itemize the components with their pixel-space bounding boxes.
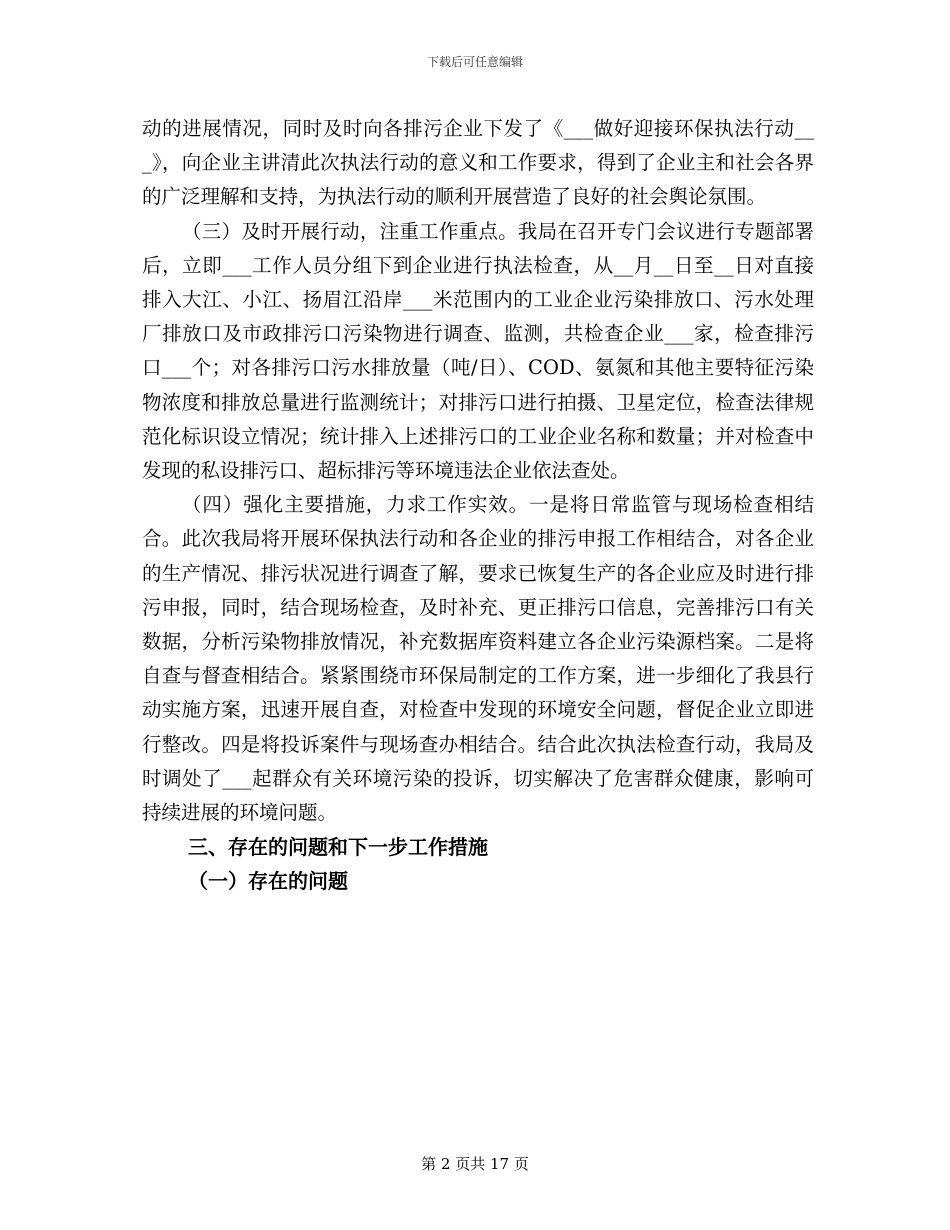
paragraph-section-3: （三）及时开展行动，注重工作重点。我局在召开专门会议进行专题部署后，立即___工作人员分组下到企业进行执法检查，从__月__日至__日对直接排入大江、小江、扬眉江沿岸___米范围内的工业企业污染排放口、污水处理厂排放口及市政排污口污染物进行调查、监测，共检查企业___家，检查排污口___个；对各排污口污水排放量（吨/日）、COD、氨氮和其他主要特征污染物浓度和排放总量进行监测统计；对排污口进行拍摄、卫星定位，检查法律规范化标识设立情况；统计排入上述排污口的工业企业名称和数量；并对检查中发现的私设排污口、超标排污等环境违法企业依法查处。 — [142, 219, 814, 483]
paragraph-section-4: （四）强化主要措施，力求工作实效。一是将日常监管与现场检查相结合。此次我局将开展环保执法行动和各企业的排污申报工作相结合，对各企业的生产情况、排污状况进行调查了解，要求已恢复生产的各企业应及时进行排污申报，同时，结合现场检查，及时补充、更正排污口信息，完善排污口有关数据，分析污染物排放情况，补充数据库资料建立各企业污染源档案。二是将自查与督查相结合。紧紧围绕市环保局制定的工作方案，进一步细化了我县行动实施方案，迅速开展自查，对检查中发现的环境安全问题，督促企业立即进行整改。四是将投诉案件与现场查办相结合。结合此次执法检查行动，我局及时调处了___起群众有关环境污染的投诉，切实解决了危害群众健康，影响可持续进展的环境问题。 — [142, 493, 814, 825]
paragraph-continuation: 动的进展情况，同时及时向各排污企业下发了《___做好迎接环保执法行动___》，向企业主讲清此次执法行动的意义和工作要求，得到了企业主和社会各界的广泛理解和支持，为执法行动的顺利开展营造了良好的社会舆论氛围。 — [142, 117, 814, 209]
section-heading: 三、存在的问题和下一步工作措施 — [188, 835, 488, 860]
page-number: 第 2 页共 17 页 — [421, 1155, 529, 1173]
document-body — [142, 112, 814, 899]
subsection-heading: （一）存在的问题 — [188, 869, 348, 894]
header-note: 下载后可任意编辑 — [426, 55, 523, 69]
